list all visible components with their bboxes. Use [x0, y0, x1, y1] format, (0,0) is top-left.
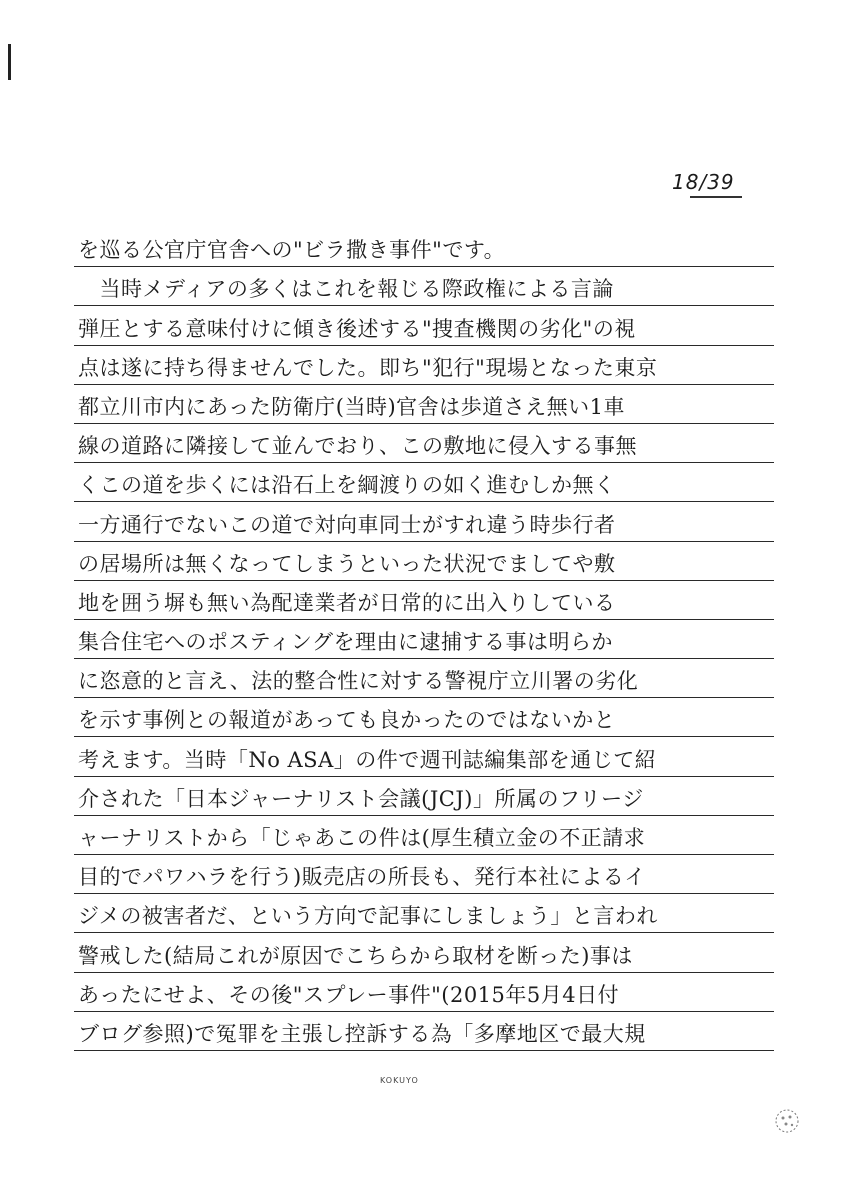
handwritten-text-block: [74, 228, 774, 1051]
handwritten-line: の居場所は無くなってしまうといった状況でましてや敷: [78, 551, 616, 576]
ruled-line: [74, 267, 774, 306]
ruled-line: [74, 542, 774, 581]
ruled-line: [74, 816, 774, 855]
handwritten-line: 介された「日本ジャーナリスト会議(JCJ)」所属のフリージ: [78, 786, 644, 811]
handwritten-line: ブログ参照)で冤罪を主張し控訴する為「多摩地区で最大規: [78, 1021, 646, 1046]
ruled-line: [74, 698, 774, 737]
ruled-line: [74, 973, 774, 1012]
handwritten-line: くこの道を歩くには沿石上を綱渡りの如く進むしか無く: [78, 473, 616, 498]
ruled-line: [74, 737, 774, 776]
handwritten-line: 警戒した(結局これが原因でこちらから取材を断った)事は: [78, 943, 633, 968]
ruled-line: [74, 620, 774, 659]
handwritten-line: 地を囲う塀も無い為配達業者が日常的に出入りしている: [78, 590, 616, 615]
ruled-line: [74, 777, 774, 816]
handwritten-line: 弾圧とする意味付けに傾き後述する"捜査機関の劣化"の視: [78, 316, 636, 341]
handwritten-line: あったにせよ、その後"スプレー事件"(2015年5月4日付: [78, 982, 620, 1007]
handwritten-line: 集合住宅へのポスティングを理由に逮捕する事は明らか: [78, 630, 613, 655]
handwritten-line: 線の道路に隣接して並んでおり、この敷地に侵入する事無: [78, 434, 637, 459]
ruled-line: [74, 659, 774, 698]
binding-mark: [8, 44, 11, 80]
handwritten-line: 点は遂に持ち得ませんでした。即ち"犯行"現場となった東京: [78, 355, 658, 380]
handwritten-line: を巡る公官庁官舎への"ビラ撒き事件"です。: [78, 238, 506, 263]
ruled-line: [74, 346, 774, 385]
page-number: 18/39: [672, 170, 735, 194]
stamp-mark-icon: [772, 1106, 802, 1136]
ruled-line: [74, 385, 774, 424]
notebook-brand-label: KOKUYO: [380, 1076, 419, 1085]
handwritten-line: 当時メディアの多くはこれを報じる際政権による言論: [78, 277, 614, 302]
ruled-line: [74, 581, 774, 620]
ruled-line: [74, 502, 774, 541]
handwritten-line: 一方通行でないこの道で対向車同士がすれ違う時歩行者: [78, 512, 616, 537]
handwritten-line: 都立川市内にあった防衛庁(当時)官舎は歩道さえ無い1車: [78, 394, 626, 419]
ruled-line: [74, 424, 774, 463]
ruled-line: [74, 306, 774, 345]
handwritten-line: 目的でパワハラを行う)販売店の所長も、発行本社によるイ: [78, 865, 646, 890]
ruled-line: [74, 1012, 774, 1051]
ruled-line: [74, 933, 774, 972]
handwritten-line: を示す事例との報道があっても良かったのではないかと: [78, 708, 616, 733]
ruled-line: [74, 894, 774, 933]
ruled-line: [74, 228, 774, 267]
handwritten-line: ャーナリストから「じゃあこの件は(厚生積立金の不正請求: [78, 826, 646, 850]
page-number-underline: [690, 196, 742, 198]
handwritten-line: ジメの被害者だ、という方向で記事にしましょう」と言われ: [78, 904, 658, 929]
ruled-line: [74, 855, 774, 894]
ruled-line: [74, 463, 774, 502]
handwritten-line: 考えます。当時「No ASA」の件で週刊誌編集部を通じて紹: [78, 747, 657, 772]
handwritten-line: に恣意的と言え、法的整合性に対する警視庁立川署の劣化: [78, 669, 639, 694]
